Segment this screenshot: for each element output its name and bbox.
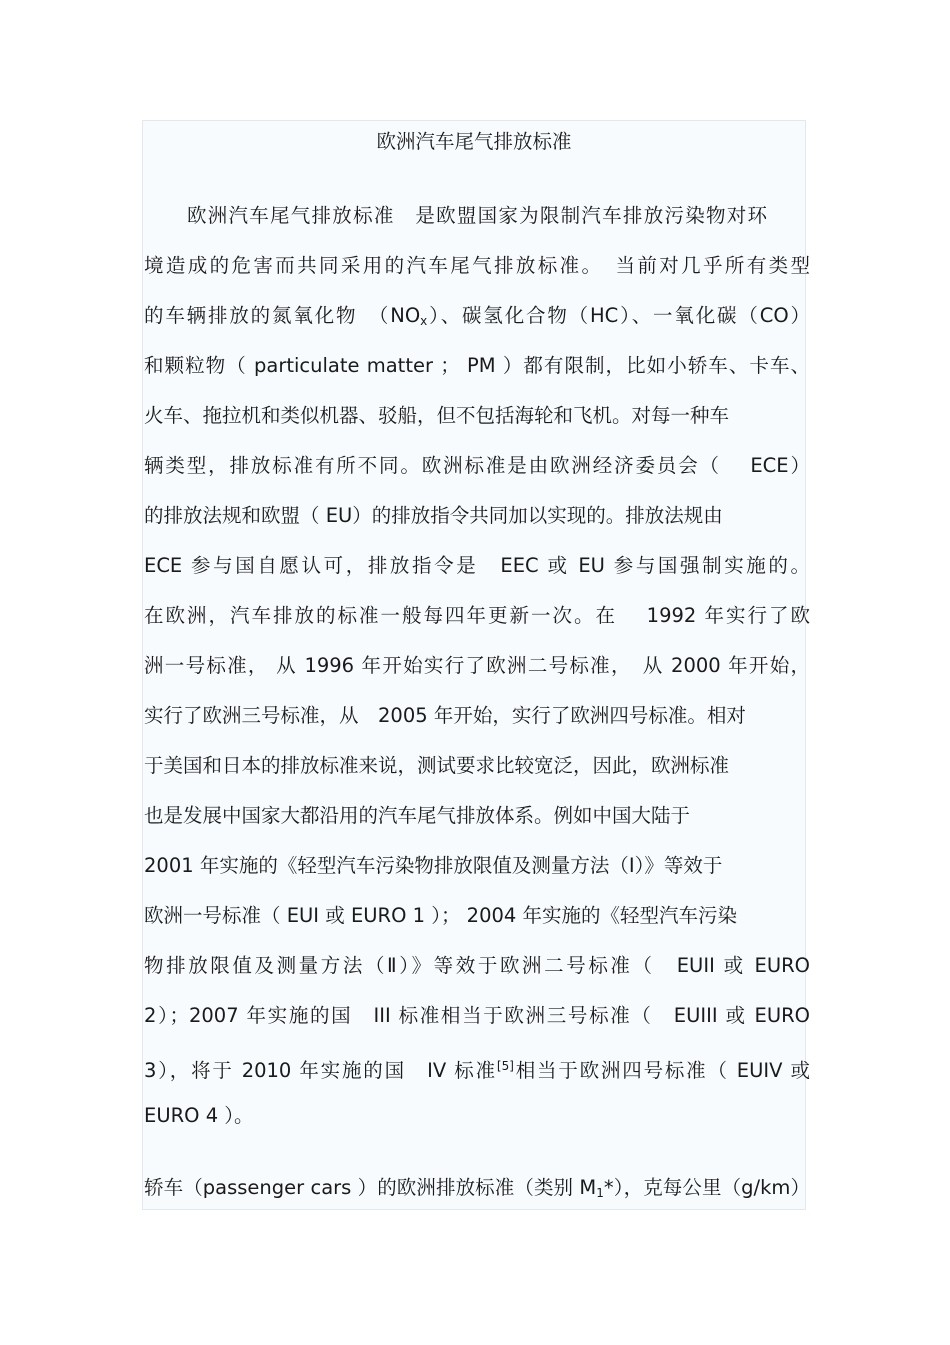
- text-line: 物排放限值及测量方法（Ⅱ）》等效于欧洲二号标准（ EUII 或 EURO: [144, 954, 810, 977]
- text-line: 2）；2007 年实施的国 III 标准相当于欧洲三号标准（ EUIII 或 EURO: [144, 1004, 810, 1027]
- text-line: EURO 4 ）。: [144, 1104, 254, 1127]
- text-line: 的排放法规和欧盟（ EU）的排放指令共同加以实现的。排放法规由: [144, 504, 723, 527]
- text-line: ECE 参与国自愿认可，排放指令是 EEC 或 EU 参与国强制实施的。: [144, 554, 810, 577]
- text-line: 和颗粒物（ particulate matter ； PM ）都有限制，比如小轿车、卡车、: [144, 354, 810, 377]
- text-span: 相当于欧洲四号标准（ EUIV 或: [513, 1059, 810, 1082]
- text-line: 洲一号标准， 从 1996 年开始实行了欧洲二号标准， 从 2000 年开始，: [144, 654, 810, 677]
- table-caption: [144, 1174, 810, 1207]
- document-title: 欧洲汽车尾气排放标准: [376, 130, 572, 153]
- text-line: 欧洲汽车尾气排放标准 是欧盟国家为限制汽车排放污染物对环: [187, 204, 767, 227]
- text-line: 也是发展中国家大都沿用的汽车尾气排放体系。例如中国大陆于: [144, 804, 691, 827]
- text-line: 在欧洲，汽车排放的标准一般每四年更新一次。在 1992 年实行了欧: [144, 604, 810, 627]
- text-line: 2001 年实施的《轻型汽车污染物排放限值及测量方法（Ⅰ）》等效于: [144, 854, 723, 877]
- footnote-ref: [5]: [496, 1059, 514, 1073]
- text-line: [144, 302, 810, 335]
- text-line: 于美国和日本的排放标准来说，测试要求比较宽泛，因此，欧洲标准: [144, 754, 730, 777]
- text-line: 欧洲一号标准（ EUI 或 EURO 1 ）； 2004 年实施的《轻型汽车污染: [144, 904, 738, 927]
- text-line: 辆类型，排放标准有所不同。欧洲标准是由欧洲经济委员会（ ECE）: [144, 454, 810, 477]
- text-line: 火车、拖拉机和类似机器、驳船，但不包括海轮和飞机。对每一种车: [144, 404, 730, 427]
- text-span: 的车辆排放的氮氧化物 （NO: [144, 304, 421, 327]
- text-line: 实行了欧洲三号标准，从 2005 年开始，实行了欧洲四号标准。相对: [144, 704, 746, 727]
- text-line: 境造成的危害而共同采用的汽车尾气排放标准。 当前对几乎所有类型: [144, 254, 810, 277]
- text-span: 轿车（passenger cars ）的欧洲排放标准（类别 M: [144, 1176, 597, 1199]
- subscript: 1: [596, 1186, 604, 1200]
- subscript: x: [420, 314, 428, 328]
- text-span: *），克每公里（g/km）: [603, 1176, 810, 1199]
- text-line: [144, 1052, 810, 1085]
- text-span: ）、碳氢化合物（HC）、一氧化碳（CO）: [427, 304, 810, 327]
- text-span: 3），将于 2010 年实施的国 IV 标准: [144, 1059, 497, 1082]
